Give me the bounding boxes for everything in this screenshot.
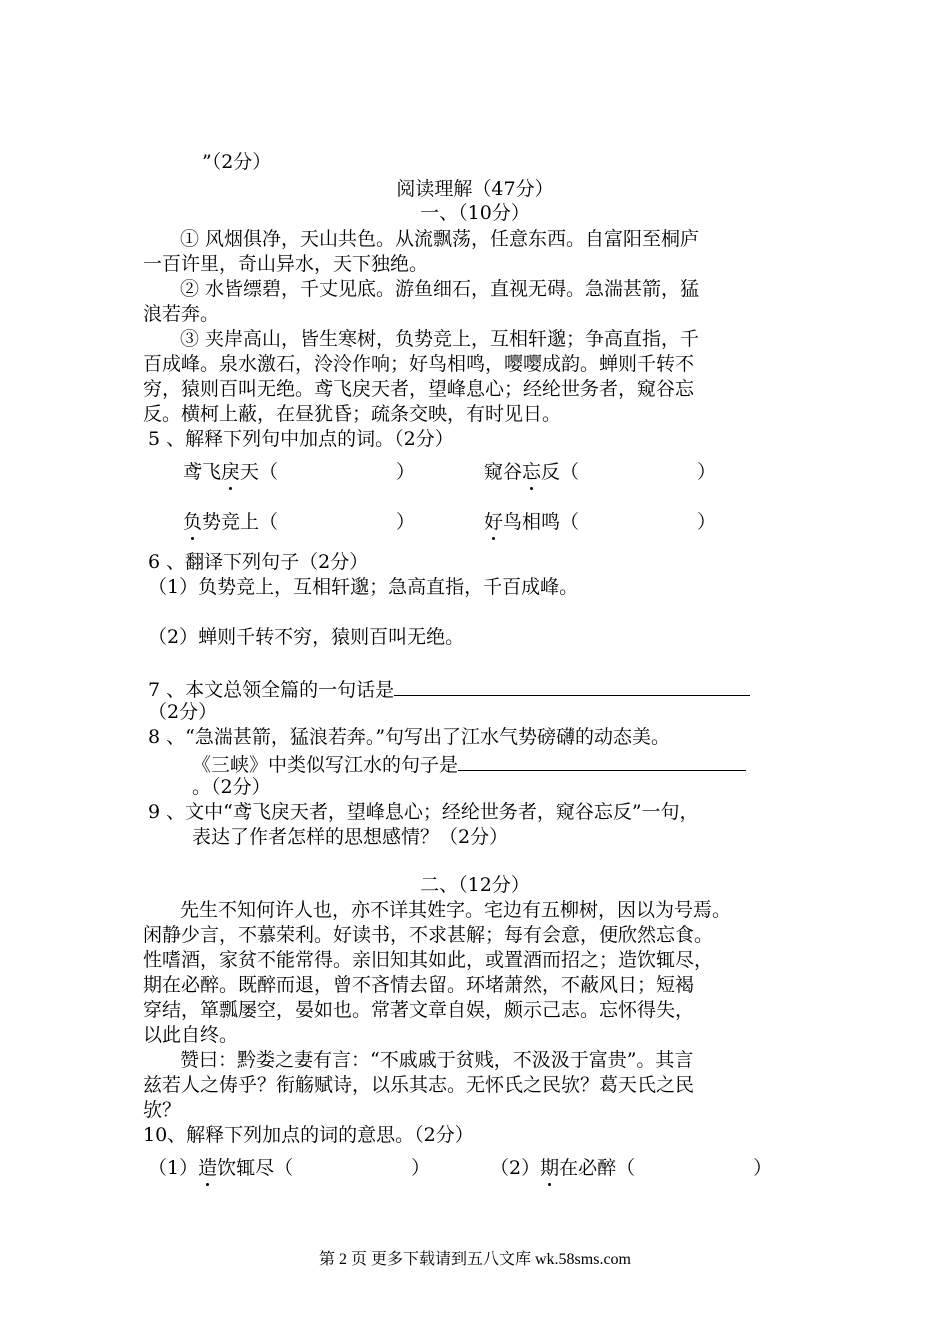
part2-heading: 二、（12分） [420,874,530,896]
q5-item-4: 好鸟相鸣（ ） [484,511,717,533]
q5-item-2: 窥谷忘反（ ） [484,461,717,483]
para3-line3: 穷，猿则百叫无绝。鸢飞戾天者，望峰息心；经纶世务者，窥谷忘 [143,378,695,400]
para2-line2: 浪若奔。 [143,303,220,325]
para3-line2: 百成峰。泉水激石，泠泠作响；好鸟相鸣，嘤嘤成韵。蝉则千转不 [143,353,695,375]
q6-sentence-2: （2）蝉则千转不穷，猿则百叫无绝。 [148,626,465,648]
p1-line1: 先生不知何许人也，亦不详其姓字。宅边有五柳树，因以为号焉。 [180,899,732,921]
p1-line3: 性嗜酒，家贫不能常得。亲旧知其如此，或置酒而招之；造饮辄尽， [143,949,714,971]
para2-line1: ② 水皆缥碧，千丈见底。游鱼细石，直视无碍。急湍甚箭，猛 [180,278,700,300]
q9-line2: 表达了作者怎样的思想感情？（2分） [192,826,509,848]
para3-line1: ③ 夹岸高山，皆生寒树，负势竞上，互相轩邈；争高直指，千 [180,328,700,350]
p1-line2: 闲静少言，不慕荣利。好读书，不求甚解；每有会意，便欣然忘食。 [143,924,714,946]
p1-line5: 穿结，箪瓢屡空，晏如也。常著文章自娱，颇示己志。忘怀得失， [143,999,695,1021]
para1-line1: ① 风烟俱净，天山共色。从流飘荡，任意东西。自富阳至桐庐 [180,228,700,250]
q10-item-2: （2）期在必醉（ ） [490,1157,773,1179]
q10-item-1: （1）造饮辄尽（ ） [148,1157,431,1179]
para3-line4: 反。横柯上蔽，在昼犹昏；疏条交映，有时见日。 [143,403,562,425]
q7-answer-blank [394,675,750,696]
para1-line2: 一百许里，奇山异水，天下独绝。 [143,253,429,275]
question-6: 6 、翻译下列句子（2分） [148,551,369,573]
page-footer: 第 2 页 更多下载请到五八文库 wk.58sms.com [318,1251,631,1268]
q5-item-1: 鸢飞戾天（ ） [183,461,416,483]
q8-score: 。（2分） [192,776,271,798]
q8-answer-blank [458,750,746,771]
q5-item-3: 负势竞上（ ） [183,511,416,533]
part1-heading: 一、（10分） [420,202,530,224]
p2-line1: 赞曰：黔娄之妻有言：“不戚戚于贫贱，不汲汲于富贵”。其言 [180,1049,694,1071]
p2-line3: 欤？ [143,1099,182,1121]
question-10: 10、解释下列加点的词的意思。（2分） [143,1124,474,1146]
p2-line2: 兹若人之俦乎？衔觞赋诗，以乐其志。无怀氏之民欤？葛天氏之民 [143,1074,695,1096]
question-7: 7 、本文总领全篇的一句话是 [148,675,750,702]
p1-line6: 以此自终。 [143,1024,239,1046]
question-8: 8 、“急湍甚箭，猛浪若奔。”句写出了江水气势磅礴的动态美。 [148,726,671,748]
reading-title: 阅读理解（47分） [396,178,554,200]
top-fragment: ”（2分） [202,151,272,173]
q7-score: （2分） [148,701,218,723]
q6-sentence-1: （1）负势竞上，互相轩邈；急高直指，千百成峰。 [148,576,579,598]
p1-line4: 期在必醉。既醉而退，曾不吝情去留。环堵萧然，不蔽风日；短褐 [143,974,695,996]
question-5: 5 、解释下列句中加点的词。（2分） [148,428,454,450]
q8-line2: 《三峡》中类似写江水的句子是 [192,750,746,777]
question-9: 9 、文中“鸢飞戾天者，望峰息心；经纶世务者，窥谷忘反”一句， [148,801,699,823]
